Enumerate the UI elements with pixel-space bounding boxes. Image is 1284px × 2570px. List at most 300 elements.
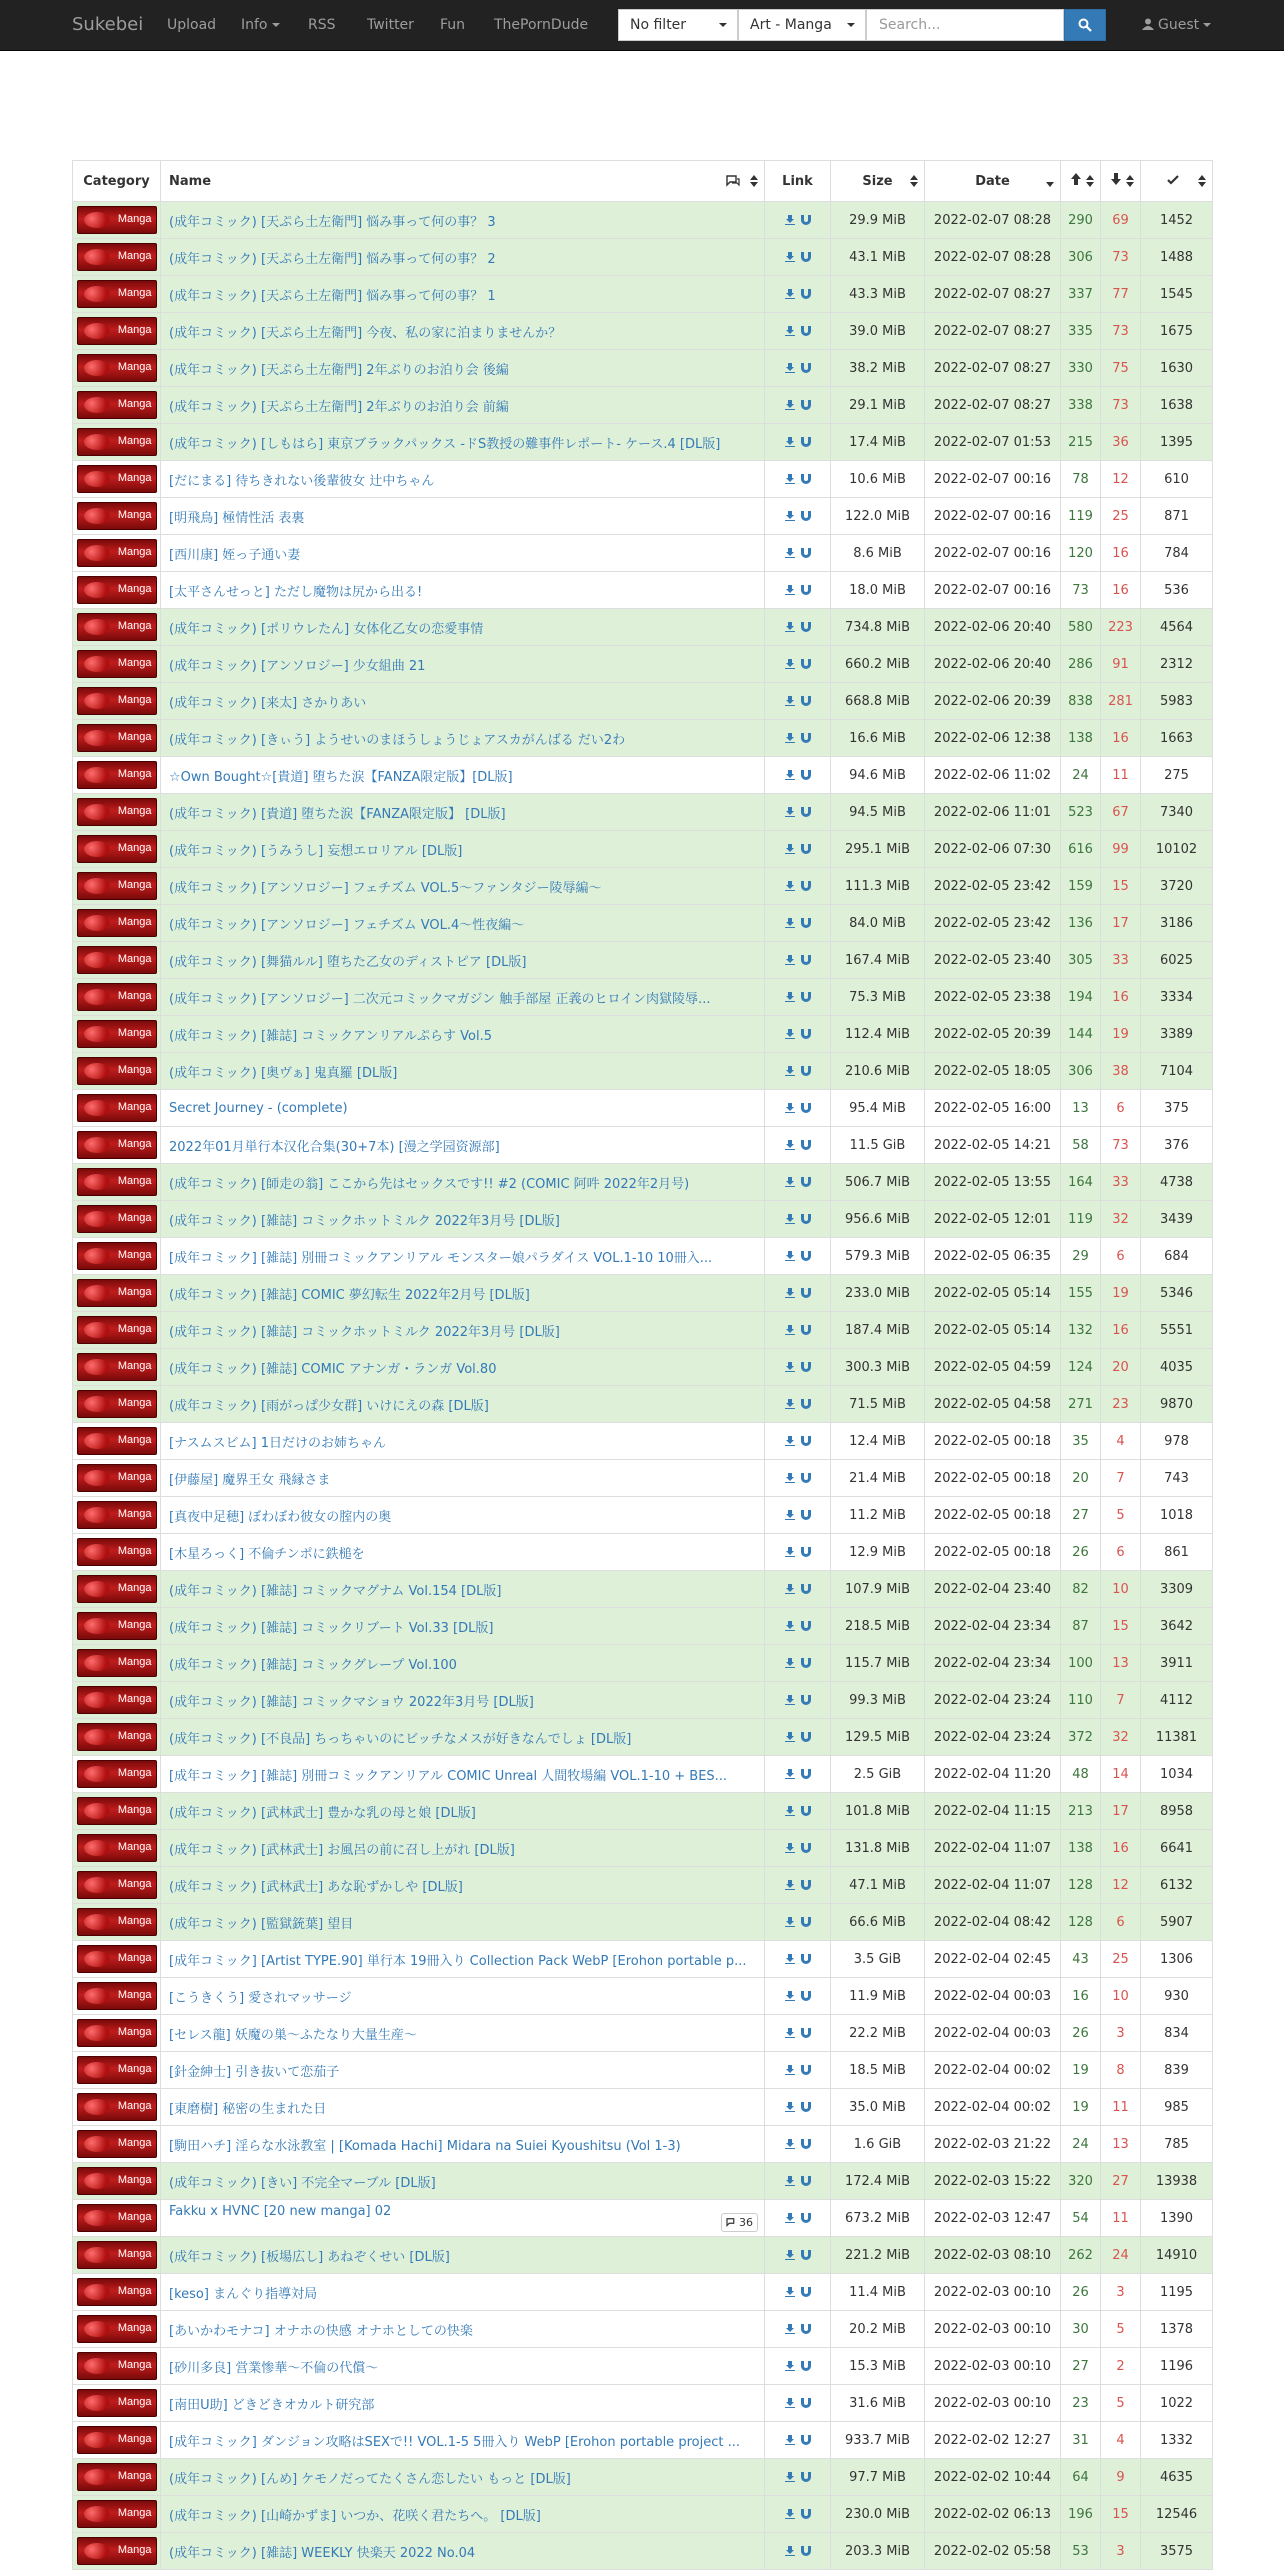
download-icon[interactable] [785,955,795,965]
download-icon[interactable] [785,2176,795,2186]
magnet-icon[interactable] [801,2398,811,2408]
filter-select[interactable] [618,9,738,41]
download-icon[interactable] [785,622,795,632]
search-input[interactable]: Search... [866,9,1064,41]
torrent-title-link[interactable]: (成年コミック) [天ぷら土左衛門] 2年ぶりのお泊り会 前編 [169,399,509,415]
torrent-title-link[interactable]: [成年コミック] ダンジョン攻略はSEXで!! VOL.1-5 5冊入り WebP [Erohon portable project ... [169,2434,740,2450]
torrent-title-link[interactable]: [成年コミック] [Artist TYPE.90] 単行本 19冊入り Collection Pack WebP [Erohon portable p... [169,1953,747,1969]
download-icon[interactable] [785,1880,795,1890]
download-icon[interactable] [785,696,795,706]
download-icon[interactable] [785,659,795,669]
magnet-icon[interactable] [801,2213,811,2223]
category-badge[interactable] [77,1945,157,1973]
magnet-icon[interactable] [801,2250,811,2260]
magnet-icon[interactable] [801,1103,811,1113]
magnet-icon[interactable] [801,1029,811,1039]
magnet-icon[interactable] [801,2324,811,2334]
category-badge[interactable] [77,1908,157,1936]
download-icon[interactable] [785,1769,795,1779]
magnet-icon[interactable] [801,2028,811,2038]
download-icon[interactable] [785,326,795,336]
category-badge-label: Manga [117,2507,152,2519]
category-badge[interactable] [77,1723,157,1751]
category-badge[interactable] [77,798,157,826]
download-icon[interactable] [785,1325,795,1335]
torrent-title-link[interactable]: (成年コミック) [貴道] 堕ちた涙【FANZA限定版】 [DL版] [169,806,506,822]
category-badge[interactable] [77,1686,157,1714]
category-badge[interactable] [77,391,157,419]
magnet-icon[interactable] [801,2287,811,2297]
torrent-title-link[interactable]: (成年コミック) [天ぷら土左衛門] 悩み事って何の事？ 2 [169,251,496,267]
torrent-title-link[interactable]: [砂川多良] 営業惨華～不倫の代償～ [169,2360,379,2376]
magnet-icon[interactable] [801,1066,811,1076]
magnet-icon[interactable] [801,289,811,299]
magnet-icon[interactable] [801,585,811,595]
magnet-icon[interactable] [801,733,811,743]
column-name[interactable] [161,161,765,202]
category-badge[interactable] [77,2167,157,2195]
manga-category-icon [84,2062,110,2078]
magnet-icon[interactable] [801,437,811,447]
category-badge[interactable] [77,650,157,678]
category-badge[interactable] [77,206,157,234]
magnet-icon[interactable] [801,1769,811,1779]
download-icon[interactable] [785,400,795,410]
download-icon[interactable] [785,1695,795,1705]
download-icon[interactable] [785,1621,795,1631]
torrent-title-link[interactable]: (成年コミック) [雑誌] コミックホットミルク 2022年3月号 [DL版] [169,1213,560,1229]
torrent-title-link[interactable]: (成年コミック) [天ぷら土左衛門] 悩み事って何の事？ 1 [169,288,496,304]
magnet-icon[interactable] [801,807,811,817]
category-badge[interactable] [77,317,157,345]
torrent-title-link[interactable]: (成年コミック) [奥ヴぁ] 鬼真羅 [DL版] [169,1065,398,1081]
category-badge[interactable] [77,2241,157,2269]
download-icon[interactable] [785,1991,795,2001]
seeders-cell: 194 [1061,979,1101,1016]
category-badge[interactable] [77,2204,157,2232]
magnet-icon[interactable] [801,511,811,521]
nav-theporndude[interactable]: ThePornDude [494,17,589,33]
download-icon[interactable] [785,252,795,262]
magnet-icon[interactable] [801,252,811,262]
magnet-icon[interactable] [801,2472,811,2482]
download-icon[interactable] [785,548,795,558]
torrent-title-link[interactable]: (成年コミック) [武林武士] お風呂の前に召し上がれ [DL版] [169,1842,515,1858]
torrent-title-link[interactable]: [太平さんせっと] ただし魔物は尻から出る! [169,584,423,600]
magnet-icon[interactable] [801,474,811,484]
torrent-title-link[interactable]: (成年コミック) [雑誌] コミックマグナム Vol.154 [DL版] [169,1583,502,1599]
category-badge[interactable] [77,576,157,604]
magnet-icon[interactable] [801,1510,811,1520]
magnet-icon[interactable] [801,659,811,669]
magnet-icon[interactable] [801,400,811,410]
download-icon[interactable] [785,1140,795,1150]
category-badge[interactable] [77,872,157,900]
download-icon[interactable] [785,1251,795,1261]
magnet-icon[interactable] [801,1658,811,1668]
download-icon[interactable] [785,2472,795,2482]
magnet-icon[interactable] [801,2065,811,2075]
column-leechers[interactable] [1101,161,1141,202]
torrent-title-link[interactable]: (成年コミック) [武林武士] あな恥ずかしや [DL版] [169,1879,463,1895]
category-badge[interactable] [77,2426,157,2454]
download-icon[interactable] [785,1029,795,1039]
seeders-cell: 330 [1061,350,1101,387]
category-select[interactable] [738,9,866,41]
category-badge[interactable] [77,613,157,641]
download-icon[interactable] [785,1584,795,1594]
column-size[interactable] [831,161,925,202]
magnet-icon[interactable] [801,2509,811,2519]
download-icon[interactable] [785,2361,795,2371]
category-badge[interactable] [77,1020,157,1048]
category-badge[interactable] [77,1538,157,1566]
torrent-title-link[interactable]: (成年コミック) [んめ] ケモノだってたくさん恋したい もっと [DL版] [169,2471,571,2487]
link-cell [765,350,831,387]
category-badge[interactable] [77,1501,157,1529]
category-badge[interactable] [77,1871,157,1899]
download-icon[interactable] [785,474,795,484]
magnet-icon[interactable] [801,326,811,336]
download-icon[interactable] [785,2509,795,2519]
torrent-title-link[interactable]: (成年コミック) [監獄銃葉] 望目 [169,1916,354,1932]
column-downloads[interactable] [1141,161,1213,202]
torrent-title-link[interactable]: (成年コミック) [不良品] ちっちゃいのにビッチなメスが好きなんでしょ [DL版] [169,1731,632,1747]
download-icon[interactable] [785,1473,795,1483]
torrent-title-link[interactable]: (成年コミック) [雑誌] COMIC 夢幻転生 2022年2月号 [DL版] [169,1287,530,1303]
magnet-icon[interactable] [801,770,811,780]
download-icon[interactable] [785,1547,795,1557]
magnet-icon[interactable] [801,2435,811,2445]
torrent-title-link[interactable]: (成年コミック) [雑誌] コミックアンリアルぷらす Vol.5 [169,1028,492,1044]
category-badge[interactable] [77,1982,157,2010]
magnet-icon[interactable] [801,1399,811,1409]
category-badge[interactable] [77,2463,157,2491]
category-badge[interactable] [77,428,157,456]
torrent-title-link[interactable]: [明飛鳥] 極情性活 表裏 [169,510,305,526]
torrent-title-link[interactable]: [真夜中足穂] ぼわぼわ彼女の腟内の奥 [169,1509,392,1525]
category-badge[interactable] [77,724,157,752]
manga-category-icon [84,1618,110,1634]
torrent-title-link[interactable]: [東磨樹] 秘密の生まれた日 [169,2101,327,2117]
magnet-icon[interactable] [801,1251,811,1261]
download-icon[interactable] [785,2213,795,2223]
download-icon[interactable] [785,1658,795,1668]
magnet-icon[interactable] [801,2176,811,2186]
table-row [73,276,1213,313]
name-cell [161,2459,765,2496]
category-badge[interactable] [77,1612,157,1640]
download-icon[interactable] [785,1362,795,1372]
torrent-title-link[interactable]: (成年コミック) [雑誌] COMIC アナンガ・ランガ Vol.80 [169,1361,497,1377]
magnet-icon[interactable] [801,1288,811,1298]
magnet-icon[interactable] [801,1214,811,1224]
category-badge-label: Manga [117,805,152,817]
torrent-title-link[interactable]: (成年コミック) [武林武士] 豊かな乳の母と娘 [DL版] [169,1805,476,1821]
torrent-title-link[interactable]: [駒田ハチ] 淫らな水泳教室 | [Komada Hachi] Midara na Suiei Kyoushitsu (Vol 1-3) [169,2138,681,2154]
download-icon[interactable] [785,585,795,595]
category-badge[interactable] [77,2389,157,2417]
category-badge[interactable] [77,761,157,789]
brand-logo[interactable]: Sukebei [72,14,144,35]
download-icon[interactable] [785,2287,795,2297]
download-icon[interactable] [785,2250,795,2260]
torrent-title-link[interactable]: (成年コミック) [アンソロジー] フェチズム VOL.5～ファンタジー陵辱編～ [169,880,602,896]
category-badge[interactable] [77,946,157,974]
nav-twitter[interactable]: Twitter [367,17,414,33]
seeders-cell: 24 [1061,757,1101,794]
download-icon[interactable] [785,918,795,928]
category-badge[interactable] [77,1390,157,1418]
magnet-icon[interactable] [801,881,811,891]
category-badge[interactable] [77,687,157,715]
magnet-icon[interactable] [801,2139,811,2149]
magnet-icon[interactable] [801,548,811,558]
category-badge[interactable] [77,1131,157,1159]
torrent-title-link[interactable]: [ナスムスビム] 1日だけのお姉ちゃん [169,1435,387,1451]
download-icon[interactable] [785,1806,795,1816]
comment-count[interactable] [721,2213,758,2232]
category-badge[interactable] [77,2352,157,2380]
download-icon[interactable] [785,1103,795,1113]
torrent-title-link[interactable]: (成年コミック) [雑誌] コミックグレープ Vol.100 [169,1657,457,1673]
download-icon[interactable] [785,2324,795,2334]
download-icon[interactable] [785,770,795,780]
category-badge[interactable] [77,909,157,937]
download-icon[interactable] [785,437,795,447]
magnet-icon[interactable] [801,1991,811,2001]
nav-info[interactable] [241,0,280,50]
magnet-icon[interactable] [801,844,811,854]
magnet-icon[interactable] [801,1177,811,1187]
torrent-title-link[interactable]: 2022年01月単行本汉化合集(30+7本) [漫之学园资源部] [169,1139,500,1155]
category-badge[interactable] [77,2130,157,2158]
magnet-icon[interactable] [801,992,811,1002]
magnet-icon[interactable] [801,1917,811,1927]
nav-upload[interactable]: Upload [167,17,217,33]
category-badge[interactable] [77,465,157,493]
magnet-icon[interactable] [801,1880,811,1890]
link-cell [765,1423,831,1460]
torrent-title-link[interactable]: [針金紳士] 引き抜いて恋茄子 [169,2064,340,2080]
nav-fun[interactable]: Fun [440,17,466,33]
magnet-icon[interactable] [801,1547,811,1557]
link-cell [765,1830,831,1867]
name-cell [161,1090,765,1127]
torrent-title-link[interactable]: (成年コミック) [山崎かずま] いつか、花咲く君たちへ。 [DL版] [169,2508,541,2524]
filter-select-value: No filter [630,17,687,33]
torrent-title-link[interactable]: [だにまる] 待ちきれない後輩彼女 辻中ちゃん [169,473,435,489]
torrent-title-link[interactable]: [成年コミック] [雑誌] 別冊コミックアンリアル COMIC Unreal 人間牧場編 VOL.1-10 + BES... [169,1768,728,1784]
torrent-title-link[interactable]: (成年コミック) [きい] 不完全マーブル [DL版] [169,2175,436,2191]
magnet-icon[interactable] [801,2546,811,2556]
category-badge[interactable] [77,1464,157,1492]
download-icon[interactable] [785,1732,795,1742]
download-icon[interactable] [785,881,795,891]
torrent-title-link[interactable]: (成年コミック) [来太] さかりあい [169,695,367,711]
torrent-title-link[interactable]: (成年コミック) [天ぷら土左衛門] 悩み事って何の事？ 3 [169,214,496,230]
category-badge[interactable] [77,983,157,1011]
category-badge[interactable] [77,2278,157,2306]
search-button[interactable] [1064,9,1106,41]
magnet-icon[interactable] [801,215,811,225]
nav-rss[interactable]: RSS [308,17,336,33]
download-icon[interactable] [785,511,795,521]
download-icon[interactable] [785,2102,795,2112]
download-icon[interactable] [785,2398,795,2408]
download-icon[interactable] [785,2435,795,2445]
category-badge[interactable] [77,354,157,382]
magnet-icon[interactable] [801,696,811,706]
torrent-title-link[interactable]: (成年コミック) [アンソロジー] フェチズム VOL.4～性夜編～ [169,917,525,933]
torrent-title-link[interactable]: (成年コミック) [きぃう] ようせいのまほうしょうじょアスカがんばる だい2わ [169,732,626,748]
category-badge[interactable] [77,1279,157,1307]
download-icon[interactable] [785,1399,795,1409]
download-icon[interactable] [785,1177,795,1187]
download-icon[interactable] [785,1288,795,1298]
magnet-icon[interactable] [801,1843,811,1853]
category-badge[interactable] [77,1834,157,1862]
category-badge[interactable] [77,243,157,271]
torrent-title-link[interactable]: (成年コミック) [雑誌] コミックホットミルク 2022年3月号 [DL版] [169,1324,560,1340]
date-cell: 2022-02-04 11:20 [925,1756,1061,1793]
category-badge[interactable] [77,2537,157,2565]
torrent-title-link[interactable]: [西川康] 姪っ子通い妻 [169,547,301,563]
torrent-title-link[interactable]: [木星ろっく] 不倫チンポに鉄槌を [169,1546,365,1562]
category-badge[interactable] [77,1427,157,1455]
size-cell: 22.2 MiB [831,2015,925,2052]
torrent-title-link[interactable]: [南田U助] どきどきオカルト研究部 [169,2397,375,2413]
torrent-title-link[interactable]: (成年コミック) [天ぷら土左衛門] 2年ぶりのお泊り会 後編 [169,362,509,378]
torrent-title-link[interactable]: (成年コミック) [雨がっぱ少女群] いけにえの森 [DL版] [169,1398,489,1414]
category-badge[interactable] [77,2315,157,2343]
column-seeders[interactable] [1061,161,1101,202]
download-icon[interactable] [785,1954,795,1964]
magnet-icon[interactable] [801,918,811,928]
download-icon[interactable] [785,2139,795,2149]
column-date[interactable] [925,161,1061,202]
download-icon[interactable] [785,1066,795,1076]
torrent-title-link[interactable]: (成年コミック) [天ぷら土左衛門] 今夜、私の家に泊まりませんか？ [169,325,562,341]
category-badge[interactable] [77,1760,157,1788]
download-icon[interactable] [785,992,795,1002]
torrent-title-link[interactable]: ☆Own Bought☆[貴道] 堕ちた涙【FANZA限定版】[DL版] [169,769,513,785]
download-icon[interactable] [785,733,795,743]
download-icon[interactable] [785,2546,795,2556]
magnet-icon[interactable] [801,363,811,373]
torrent-title-link[interactable]: [成年コミック] [雑誌] 別冊コミックアンリアル モンスター娘パラダイス VOL.1-10 10冊入... [169,1250,713,1266]
magnet-icon[interactable] [801,1473,811,1483]
name-cell [161,202,765,239]
magnet-icon[interactable] [801,1954,811,1964]
magnet-icon[interactable] [801,2102,811,2112]
category-badge[interactable] [77,2019,157,2047]
torrent-title-link[interactable]: (成年コミック) [ポリウレたん] 女体化乙女の恋愛事情 [169,621,484,637]
magnet-icon[interactable] [801,955,811,965]
download-icon[interactable] [785,1214,795,1224]
download-icon[interactable] [785,807,795,817]
category-badge[interactable] [77,1168,157,1196]
category-badge[interactable] [77,1316,157,1344]
magnet-icon[interactable] [801,1362,811,1372]
category-badge[interactable] [77,2500,157,2528]
magnet-icon[interactable] [801,1695,811,1705]
download-icon[interactable] [785,215,795,225]
category-badge[interactable] [77,1094,157,1122]
magnet-icon[interactable] [801,1806,811,1816]
torrent-title-link[interactable]: [セレス龍] 妖魔の巣～ふたなり大量生産～ [169,2027,417,2043]
torrent-title-link[interactable]: (成年コミック) [雑誌] コミックマショウ 2022年3月号 [DL版] [169,1694,534,1710]
downloads-cell: 536 [1141,572,1213,609]
leechers-cell: 10 [1101,1571,1141,1608]
magnet-icon[interactable] [801,1584,811,1594]
download-icon[interactable] [785,2028,795,2038]
torrent-title-link[interactable]: (成年コミック) [師走の翁] ここから先はセックスです!! #2 (COMIC 阿吽 2022年2月号) [169,1176,690,1192]
torrent-title-link[interactable]: (成年コミック) [アンソロジー] 二次元コミックマガジン 触手部屋 正義のヒロイン肉獄陵辱... [169,991,711,1007]
category-badge[interactable] [77,502,157,530]
torrent-title-link[interactable]: (成年コミック) [板場広し] あねぞくせい [DL版] [169,2249,450,2265]
link-cell [765,2533,831,2570]
user-menu[interactable] [1142,0,1211,50]
download-icon[interactable] [785,1917,795,1927]
torrent-title-link[interactable]: [keso] まんぐり指導対局 [169,2286,318,2302]
download-icon[interactable] [785,363,795,373]
category-badge[interactable] [77,2056,157,2084]
category-badge[interactable] [77,2093,157,2121]
torrent-title-link[interactable]: (成年コミック) [しもはら] 東京ブラックパックス -ドS教授の難事件レポート- ケース.4 [DL版] [169,436,721,452]
download-icon[interactable] [785,1843,795,1853]
table-row [73,2274,1213,2311]
torrent-title-link[interactable]: Fakku x HVNC [20 new manga] 02 [169,2204,392,2219]
magnet-icon[interactable] [801,1732,811,1742]
category-badge[interactable] [77,1797,157,1825]
category-badge[interactable] [77,1242,157,1270]
magnet-icon[interactable] [801,1621,811,1631]
download-icon[interactable] [785,1436,795,1446]
category-badge[interactable] [77,539,157,567]
magnet-icon[interactable] [801,1325,811,1335]
manga-category-icon [84,804,110,820]
table-row [73,1016,1213,1053]
magnet-icon[interactable] [801,622,811,632]
category-badge-label: Manga [117,1693,152,1705]
category-badge[interactable] [77,835,157,863]
torrent-title-link[interactable]: (成年コミック) [雑誌] WEEKLY 快楽天 2022 No.04 [169,2545,476,2561]
torrent-title-link[interactable]: Secret Journey - (complete) [169,1100,348,1116]
magnet-icon[interactable] [801,1140,811,1150]
category-badge[interactable] [77,1353,157,1381]
magnet-icon[interactable] [801,1436,811,1446]
magnet-icon[interactable] [801,2361,811,2371]
torrent-title-link[interactable]: [あいかわモナコ] オナホの快感 オナホとしての快楽 [169,2323,473,2339]
torrent-title-link[interactable]: (成年コミック) [雑誌] コミックリブート Vol.33 [DL版] [169,1620,494,1636]
torrent-title-link[interactable]: [こうきくう] 愛されマッサージ [169,1990,352,2006]
category-badge[interactable] [77,1057,157,1085]
torrent-title-link[interactable]: (成年コミック) [舞猫ルル] 堕ちた乙女のディストピア [DL版] [169,954,527,970]
download-icon[interactable] [785,289,795,299]
download-icon[interactable] [785,844,795,854]
torrent-title-link[interactable]: (成年コミック) [アンソロジー] 少女組曲 21 [169,658,426,674]
torrent-title-link[interactable]: [伊藤屋] 魔界王女 飛縁さま [169,1472,331,1488]
category-badge[interactable] [77,1649,157,1677]
download-icon[interactable] [785,1510,795,1520]
category-badge[interactable] [77,280,157,308]
category-badge[interactable] [77,1575,157,1603]
download-icon[interactable] [785,2065,795,2075]
category-badge[interactable] [77,1205,157,1233]
link-cell [765,276,831,313]
torrent-title-link[interactable]: (成年コミック) [うみうし] 妄想エロリアル [DL版] [169,843,463,859]
